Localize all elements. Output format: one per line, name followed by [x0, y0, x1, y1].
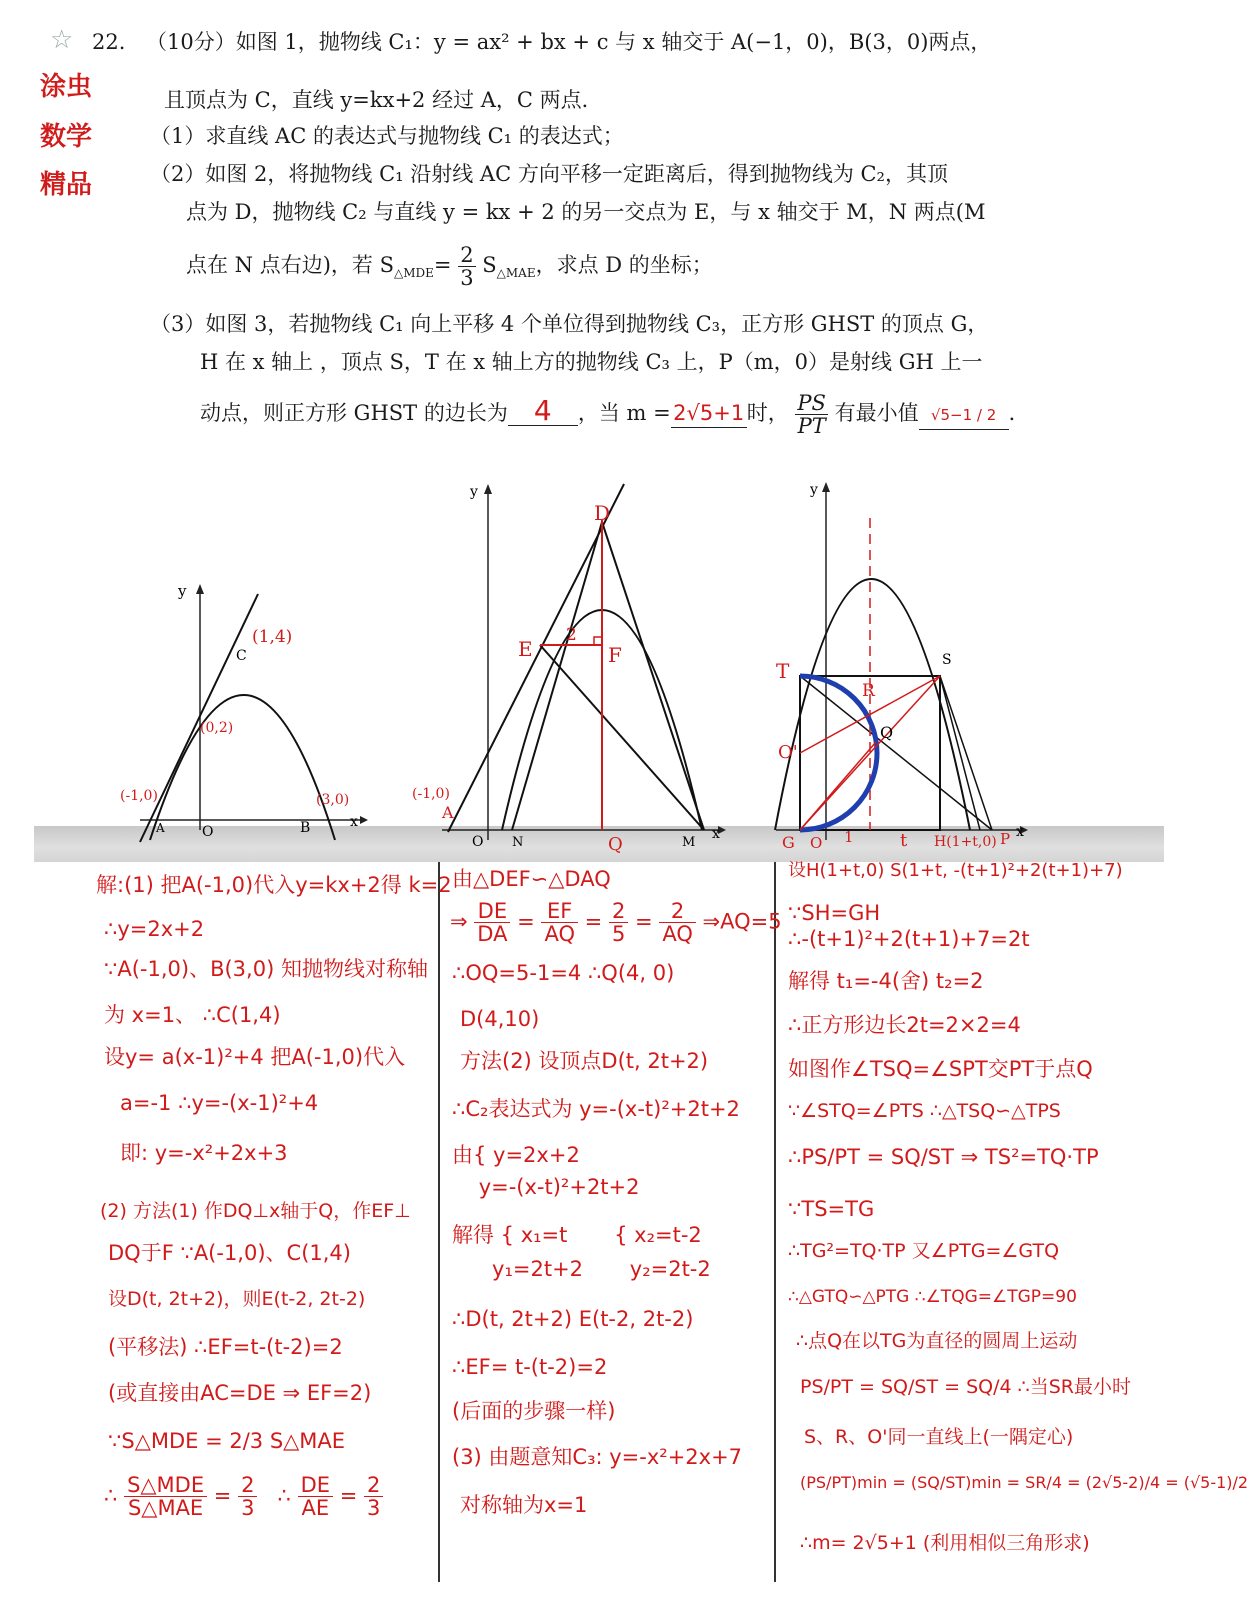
fig3-t-label: T [776, 659, 790, 683]
stamp-line-2: 数学 [40, 122, 93, 152]
fig1-b-label: B [300, 820, 311, 836]
fig3-q-label: Q [880, 723, 894, 742]
fig2-y-label: y [470, 484, 478, 500]
fig3-o1-label: O' [778, 742, 798, 763]
sol1-line-3: ∵A(-1,0)、B(3,0) 知抛物线对称轴 [104, 957, 428, 981]
fig2-n-label: N [512, 835, 524, 850]
fig3-o-label: O [810, 834, 823, 852]
sol3-line-3: ∴-(t+1)²+2(t+1)+7=2t [788, 927, 1030, 951]
fig1-parabola [150, 695, 335, 840]
sol1-line-14: ∴ S△MDE S△MAE = $\frac{2}{3}$ ∴ $\frac{DE}{AE}$ = $\frac{2}{3}$ [104, 1474, 383, 1519]
sol2-line-14: (3) 由题意知C₃: y=-x²+2x+7 [452, 1445, 743, 1469]
sol3-line-1: 设H(1+t,0) S(1+t, -(t+1)²+2(t+1)+7) [788, 860, 1123, 881]
fig3-line-tp [800, 676, 992, 830]
sol2-line-3: ∴OQ=5-1=4 ∴Q(4, 0) [452, 961, 675, 985]
question-3-line-1: （3）如图 3，若抛物线 C₁ 向上平移 4 个单位得到抛物线 C₃，正方形 GHST 的顶点 G， [150, 312, 989, 336]
sol3-line-8: ∴PS/PT = SQ/ST ⇒ TS²=TQ·TP [788, 1145, 1099, 1169]
fig2-f-label: F [608, 643, 622, 667]
fig1-yint-coord: (0,2) [200, 720, 234, 736]
sol1-line-7: 即: y=-x²+2x+3 [120, 1141, 288, 1165]
fig2-y-arrow [484, 484, 492, 494]
column-divider-1 [438, 862, 440, 1582]
sol2-line-6: ∴C₂表达式为 y=-(x-t)²+2t+2 [452, 1097, 740, 1121]
fig3-p-label: P [1000, 830, 1011, 848]
fig3-g-label: G [782, 833, 795, 852]
fig1-a-label: A [156, 821, 165, 835]
sol2-line-13: (后面的步骤一样) [452, 1399, 616, 1423]
question-3-line-3: 动点，则正方形 GHST 的边长为 4 ，当 m = 2√5+1 时， $\frac{PS}{PT}$ 有最小值 √5−1 / 2 ． [200, 391, 1030, 438]
sol3-line-9: ∵TS=TG [788, 1197, 875, 1221]
sol3-line-14: S、R、O'同一直线上(一隅定心) [804, 1426, 1074, 1448]
sol2-line-8: y=-(x-t)²+2t+2 [452, 1175, 640, 1199]
sol2-line-5: 方法(2) 设顶点D(t, 2t+2) [460, 1049, 709, 1073]
fig3-x-label: x [1016, 824, 1024, 840]
sol2-line-9: 解得 { x₁=t { x₂=t-2 [452, 1223, 702, 1247]
sol3-line-11: ∴△GTQ∽△PTG ∴∠TQG=∠TGP=90 [788, 1287, 1077, 1307]
fig2-line-dn [512, 522, 602, 830]
fig1-c-label: C [236, 648, 247, 664]
fig3-r-label: R [862, 681, 875, 701]
sol1-line-4: 为 x=1、 ∴C(1,4) [104, 1003, 281, 1027]
sol1-line-1: 解:(1) 把A(-1,0)代入y=kx+2得 k=2 [96, 873, 452, 897]
sol1-line-8: (2) 方法(1) 作DQ⊥x轴于Q，作EF⊥ [100, 1200, 411, 1222]
fig2-q-label: Q [608, 834, 623, 855]
sol3-line-6: 如图作∠TSQ=∠SPT交PT于点Q [788, 1057, 1093, 1081]
sol1-line-2: ∴y=2x+2 [104, 917, 205, 941]
star-mark: ☆ [50, 25, 74, 55]
sol3-line-15: (PS/PT)min = (SQ/ST)min = SR/4 = (2√5-2)/4 = (√5-1)/2 [800, 1473, 1248, 1492]
fig3-line-sh2 [940, 676, 980, 830]
fig2-line-dm [602, 522, 704, 830]
fig2-o-label: O [472, 834, 484, 850]
fig2-a-label: A [442, 803, 454, 822]
sol3-line-10: ∴TG²=TQ·TP 又∠PTG=∠GTQ [788, 1240, 1060, 1262]
sol2-line-10: y₁=2t+2 y₂=2t-2 [452, 1257, 711, 1281]
fig3-h-label: H(1+t,0) [934, 834, 997, 850]
figure-2 [412, 480, 732, 855]
problem-number: 22. [92, 30, 126, 54]
fraction-two-thirds: $\frac{2}{3}$ [460, 243, 474, 290]
fig1-line-ac [140, 594, 258, 842]
fig1-y-arrow [196, 584, 204, 594]
answer-minimum: √5−1 / 2 [919, 401, 1009, 430]
fig2-line-em [540, 645, 704, 830]
answer-m: 2√5+1 [671, 399, 747, 428]
sol1-line-11: (平移法) ∴EF=t-(t-2)=2 [108, 1335, 343, 1359]
sol1-line-5: 设y= a(x-1)²+4 把A(-1,0)代入 [104, 1045, 406, 1069]
fig1-c-coord: (1,4) [252, 627, 293, 647]
sol2-line-2: ⇒ $\frac{DE}{DA}$ = $\frac{EF}{AQ}$ = $\frac{2}{5}$ = $\frac{2}{AQ}$ ⇒AQ=5 [450, 899, 782, 946]
sol2-line-11: ∴D(t, 2t+2) E(t-2, 2t-2) [452, 1307, 694, 1331]
fig2-x-label: x [712, 826, 720, 842]
question-2-line-1: （2）如图 2，将抛物线 C₁ 沿射线 AC 方向平移一定距离后，得到抛物线为 C₂，其顶 [150, 162, 948, 186]
fig3-y-arrow [822, 482, 830, 492]
stamp-line-3: 精品 [40, 170, 93, 200]
fig1-y-label: y [178, 582, 187, 600]
fig1-x-label: x [350, 814, 358, 830]
sol1-line-12: (或直接由AC=DE ⇒ EF=2) [108, 1381, 372, 1405]
figure-3 [770, 478, 1070, 858]
fig3-one-label: 1 [844, 828, 854, 846]
column-divider-2 [774, 862, 776, 1582]
fig1-o-label: O [202, 824, 214, 840]
sol2-line-4: D(4,10) [460, 1007, 540, 1031]
sol1-line-10: 设D(t, 2t+2)，则E(t-2, 2t-2) [108, 1288, 366, 1310]
fig2-ef-length: 2 [566, 625, 577, 645]
fig2-a-coord: (-1,0) [412, 786, 450, 802]
fig2-right-angle [594, 637, 602, 645]
sol2-line-12: ∴EF= t-(t-2)=2 [452, 1355, 608, 1379]
problem-line-2: 且顶点为 C，直线 y=kx+2 经过 A，C 两点． [164, 88, 603, 112]
stamp-line-1: 涂虫 [40, 72, 93, 102]
fig1-b-coord: (3,0) [316, 792, 350, 808]
question-3-line-2: H 在 x 轴上 ，顶点 S，T 在 x 轴上方的抛物线 C₃ 上，P（m，0）是射线 GH 上一 [200, 350, 983, 374]
fig2-d-label: D [594, 501, 611, 525]
sol1-line-13: ∵S△MDE = 2/3 S△MAE [108, 1429, 346, 1453]
question-1: （1）求直线 AC 的表达式与抛物线 C₁ 的表达式； [150, 124, 624, 148]
figure-1 [120, 580, 380, 840]
fig3-s-label: S [942, 652, 952, 668]
fig3-line-gq [800, 742, 876, 830]
sol1-line-6: a=-1 ∴y=-(x-1)²+4 [120, 1091, 319, 1115]
sol2-line-15: 对称轴为x=1 [460, 1493, 588, 1517]
fig3-t-length: t [900, 830, 908, 851]
sol3-line-16: ∴m= 2√5+1 (利用相似三角形求) [800, 1532, 1090, 1554]
sol3-line-2: ∵SH=GH [788, 901, 881, 925]
question-2-line-3: 点在 N 点右边)，若 $S_{\triangle MDE}=$ $\frac{2}{3}$ $S_{\triangle MAE}$，求点 D 的坐标； [186, 243, 713, 290]
sol2-line-1: 由△DEF∽△DAQ [452, 867, 611, 891]
sol3-line-5: ∴正方形边长2t=2×2=4 [788, 1013, 1021, 1037]
sol3-line-13: PS/PT = SQ/ST = SQ/4 ∴当SR最小时 [800, 1376, 1131, 1398]
sol3-line-12: ∴点Q在以TG为直径的圆周上运动 [796, 1330, 1078, 1352]
fig2-e-label: E [518, 637, 533, 661]
sol1-line-9: DQ于F ∵A(-1,0)、C(1,4) [108, 1241, 351, 1265]
sol3-line-7: ∵∠STQ=∠PTS ∴△TSQ∽△TPS [788, 1100, 1061, 1122]
problem-line-1: （10分）如图 1，抛物线 C₁：y = ax² + bx + c 与 x 轴交于 A(−1，0)，B(3，0)两点， [146, 30, 992, 54]
sol2-line-7: 由{ y=2x+2 [452, 1143, 580, 1167]
fig1-a-coord: (-1,0) [120, 788, 158, 804]
question-2-line-2: 点为 D，抛物线 C₂ 与直线 y = kx + 2 的另一交点为 E，与 x 轴交于 M，N 两点(M [186, 200, 986, 224]
fig1-x-arrow [360, 816, 368, 824]
answer-side-length: 4 [508, 397, 578, 426]
fraction-ps-pt: $\frac{PS}{PT}$ [797, 391, 826, 438]
fig2-m-label: M [682, 835, 696, 850]
sol3-line-4: 解得 t₁=-4(舍) t₂=2 [788, 969, 984, 993]
fig3-y-label: y [810, 482, 818, 498]
